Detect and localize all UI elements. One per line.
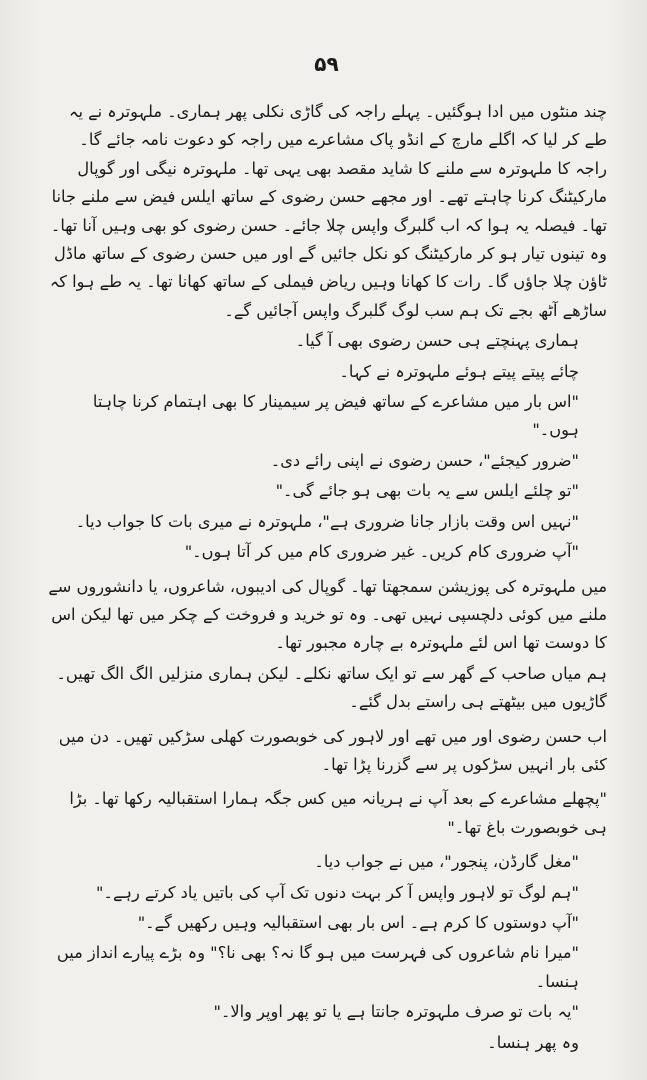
paragraph: "یہ بات تو صرف ملہوترہ جانتا ہے یا تو پھر اوپر والا۔" xyxy=(213,1002,579,1022)
paragraph: "نہیں اس وقت بازار جانا ضروری ہے"، ملہوترہ نے میری بات کا جواب دیا۔ xyxy=(75,511,579,531)
paragraph: "آپ ضروری کام کریں۔ غیر ضروری کام میں کر آتا ہوں۔" xyxy=(184,542,579,562)
paragraph: "پچھلے مشاعرے کے بعد آپ نے ہریانہ میں کس جگہ ہمارا استقبالیہ رکھا تھا۔ بڑا ہی خوبصورت باغ تھا۔" xyxy=(69,789,607,837)
paragraph: "آپ دوستوں کا کرم ہے۔ اس بار بھی استقبالیہ وہیں رکھیں گے۔" xyxy=(137,912,579,932)
page-text xyxy=(46,98,607,1057)
paragraph: "ہم لوگ تو لاہور واپس آ کر بہت دنوں تک آپ کی باتیں یاد کرتے رہے۔" xyxy=(96,882,579,902)
paragraph: "اس بار میں مشاعرے کے ساتھ فیض پر سیمینار کا بھی اہتمام کرنا چاہتا ہوں۔" xyxy=(92,392,579,440)
paragraph: "تو چلئے ایلس سے یہ بات بھی ہو جائے گی۔" xyxy=(275,481,579,501)
paragraph: چائے پیتے پیتے ہوئے ملہوترہ نے کہا۔ xyxy=(339,361,579,381)
page-number: ۵۹ xyxy=(314,52,339,76)
paragraph: ہماری پہنچتے ہی حسن رضوی بھی آ گیا۔ xyxy=(295,331,579,351)
paragraph: "مغل گارڈن، پنجور"، میں نے جواب دیا۔ xyxy=(314,852,579,872)
paragraph: ہم میاں صاحب کے گھر سے تو ایک ساتھ نکلے۔ لیکن ہماری منزلیں الگ الگ تھیں۔ گاڑیوں میں بیٹھتے ہی راستے بدل گئے۔ xyxy=(56,663,607,712)
paragraph: وہ پھر ہنسا۔ xyxy=(487,1032,579,1052)
paragraph: میں ملہوترہ کی پوزیشن سمجھتا تھا۔ گوپال کی ادیبوں، شاعروں، یا دانشوروں سے ملنے میں کوئی دلچسپی نہیں تھی۔ وہ تو خرید و فروخت کے چکر میں تھا لیکن اس کا دوست تھا اس لئے ملہوترہ بے چارہ مجبور تھا۔ xyxy=(48,576,607,653)
paragraph: اب حسن رضوی اور میں تھے اور لاہور کی خوبصورت کھلی سڑکیں تھیں۔ دن میں کئی بار انہیں سڑکوں پر سے گزرنا پڑا تھا۔ xyxy=(58,726,607,774)
paragraph: "ضرور کیجئے"، حسن رضوی نے اپنی رائے دی۔ xyxy=(270,450,579,470)
paragraph: "میرا نام شاعروں کی فہرست میں ہو گا نہ؟ بھی نا؟" وہ بڑے پیارے انداز میں ہنسا۔ xyxy=(56,943,579,991)
paragraph: چند منٹوں میں ادا ہوگئیں۔ پہلے راجہ کی گاڑی نکلی پھر ہماری۔ ملہوترہ نے یہ طے کر لیا کہ اگلے مارچ کے انڈو پاک مشاعرے میں راجہ کو دعوت نامہ جائے گا۔ راجہ کا ملہوترہ سے ملنے کا شاید مقصد بھی یہی تھا۔ ملہوترہ نیگی اور گوپال مارکیٹنگ کرنا چاہتے تھے۔ اور مجھے حسن رضوی کے ساتھ ایلس فیض سے ملنے جانا تھا۔ فیصلہ یہ ہوا کہ اب گلبرگ واپس چلا جائے۔ حسن رضوی کو بھی وہیں آنا تھا۔ وہ تینوں تیار ہو کر مارکیٹنگ کو نکل جائیں گے اور میں حسن رضوی کے ساتھ ماڈل ٹاؤن چلا جاؤں گا۔ رات کا کھانا وہیں ریاض فیملی کے ساتھ کھانا تھا۔ یہ طے ہوا کہ ساڑھے آٹھ بجے تک ہم سب لوگ گلبرگ واپس آجائیں گے۔ xyxy=(49,102,607,320)
